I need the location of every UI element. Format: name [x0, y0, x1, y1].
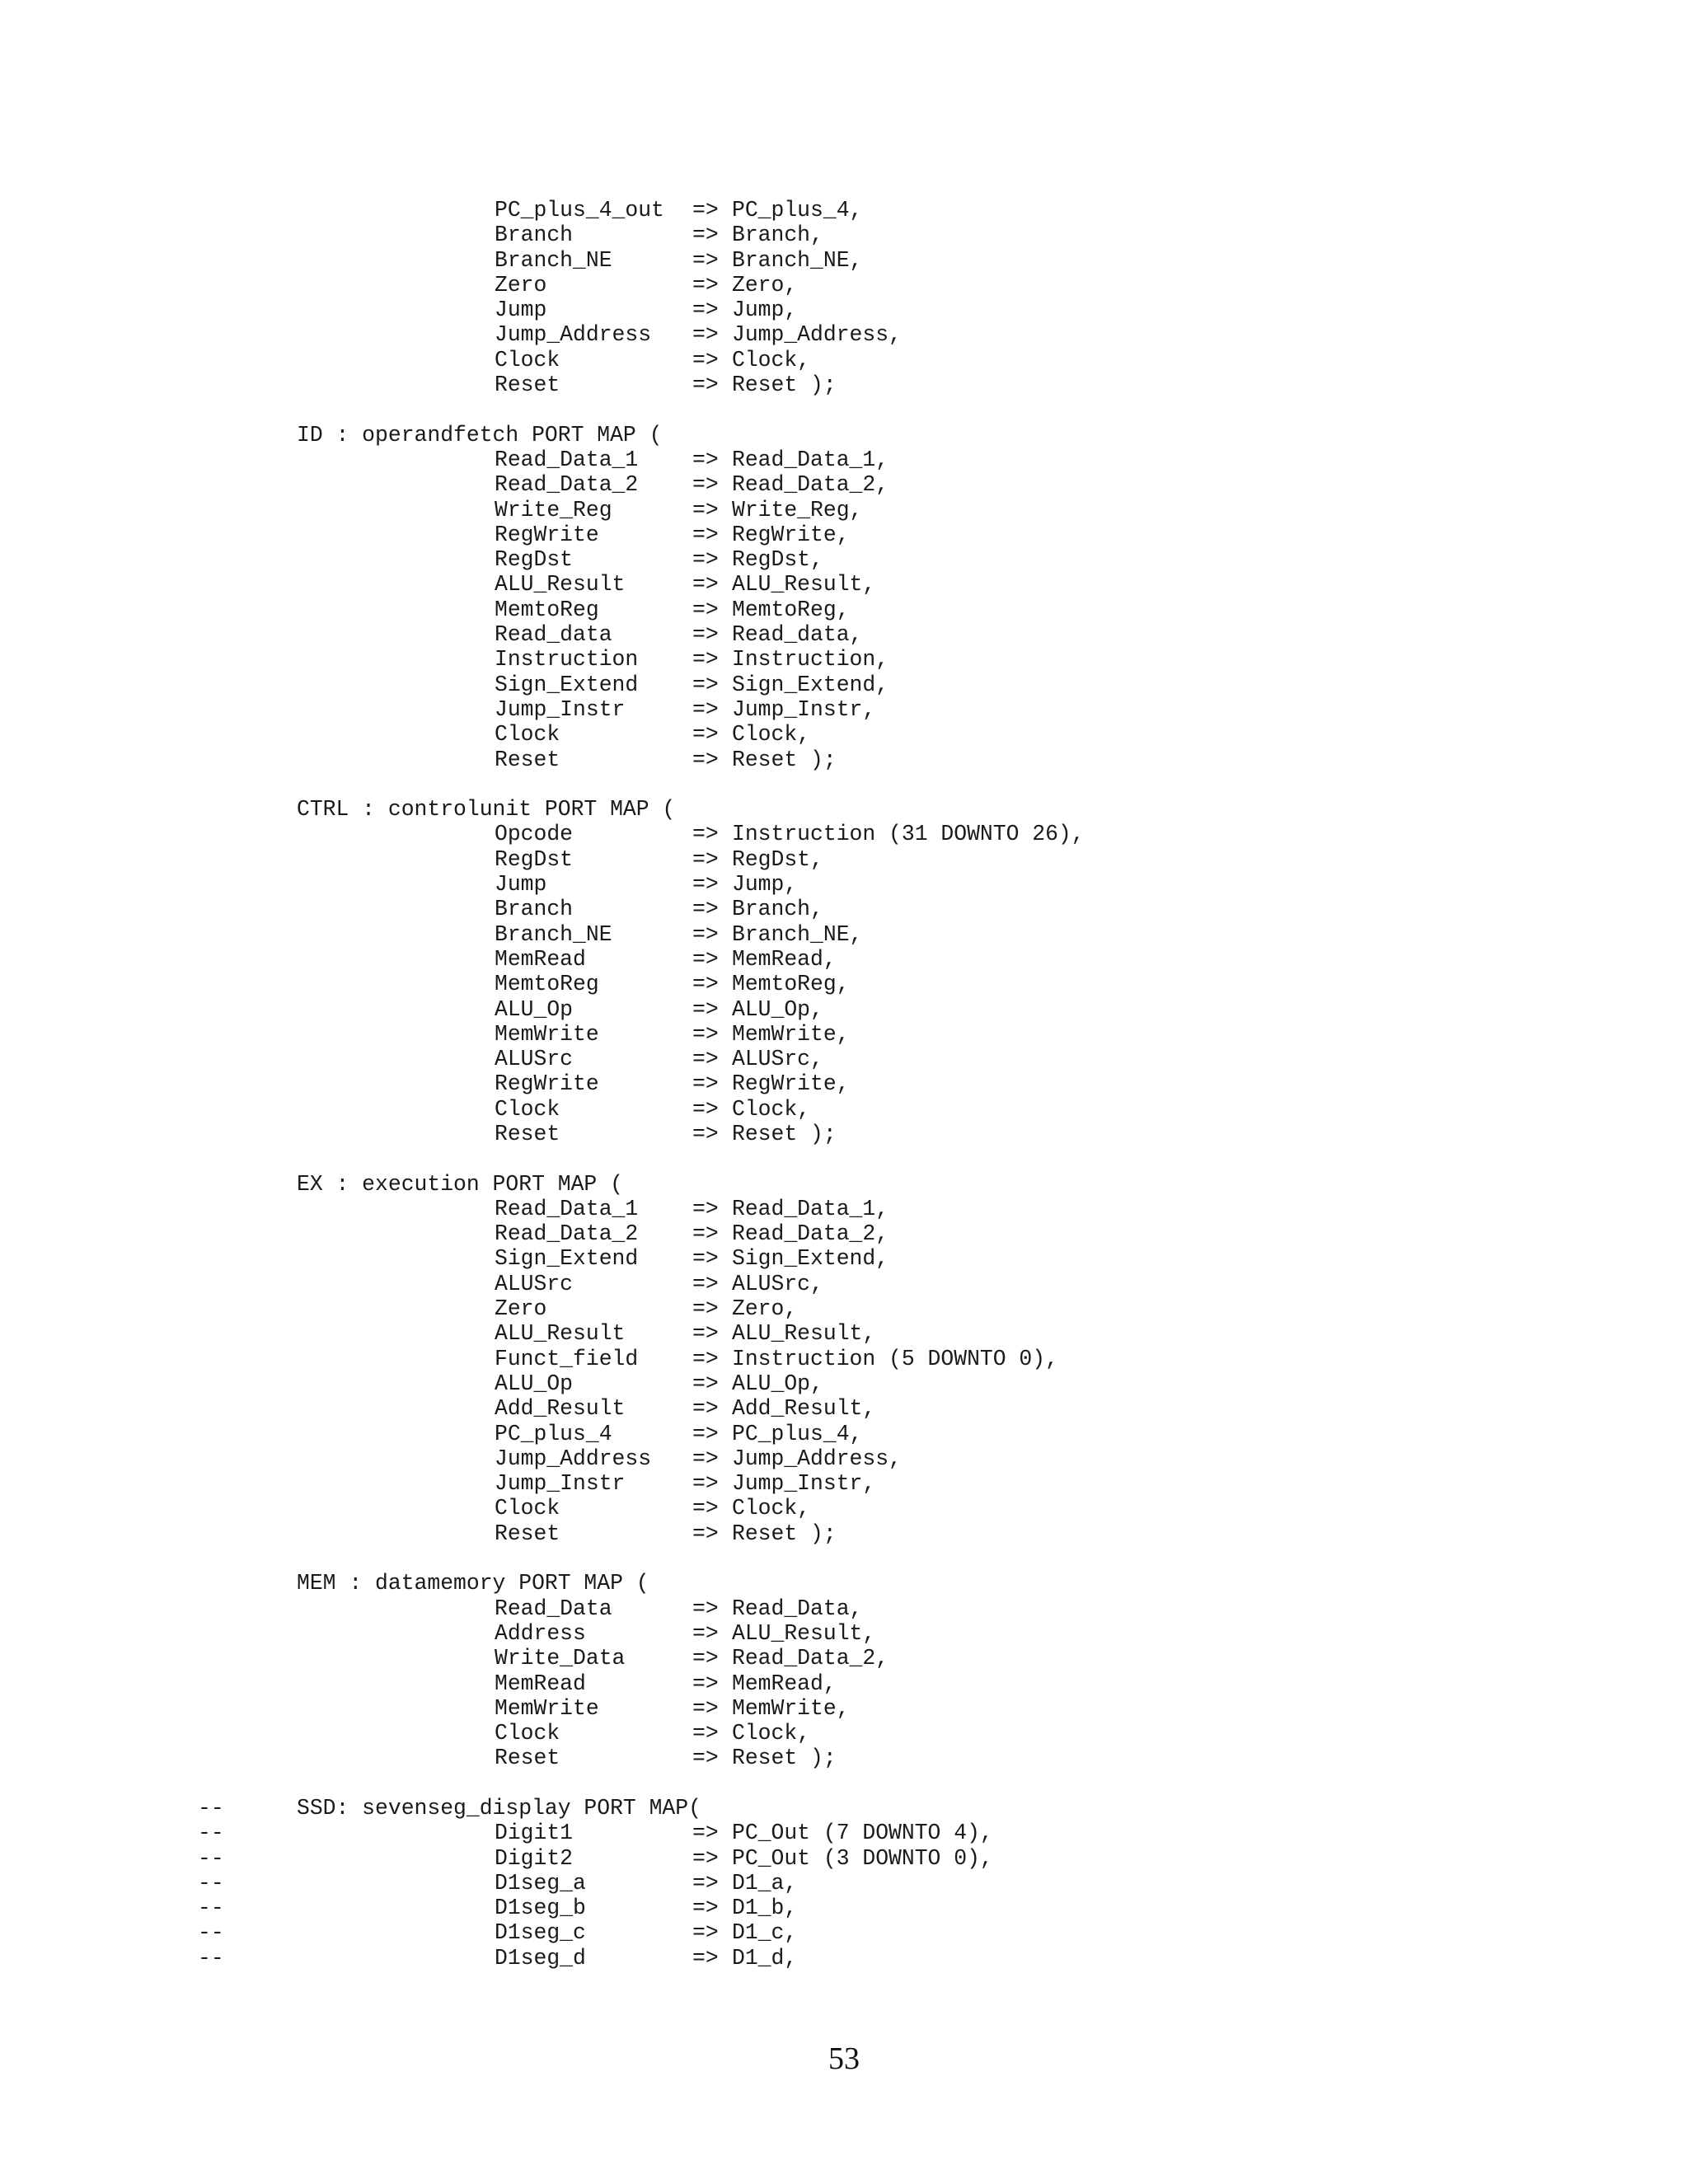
association-arrow: =>: [692, 497, 719, 523]
signal-name: Branch_NE,: [732, 247, 863, 273]
blank-line: [0, 772, 1688, 797]
instance-declaration: ID : operandfetch PORT MAP (: [297, 422, 663, 448]
signal-name: D1_b,: [732, 1896, 798, 1921]
port-name: Clock: [495, 347, 560, 373]
port-assignment-line: [0, 622, 1688, 647]
association-arrow: =>: [692, 272, 719, 298]
signal-name: ALUSrc,: [732, 1047, 823, 1072]
port-name: Write_Data: [495, 1646, 626, 1671]
association-arrow: =>: [692, 1246, 719, 1272]
port-assignment-line: [0, 1272, 1688, 1296]
port-name: ALU_Result: [495, 1321, 626, 1347]
association-arrow: =>: [692, 472, 719, 498]
port-assignment-line: [0, 223, 1688, 247]
blank-line: [0, 397, 1688, 422]
comment-marker: --: [198, 1845, 224, 1871]
page-number: 53: [828, 2041, 860, 2076]
instance-declaration: EX : execution PORT MAP (: [297, 1171, 623, 1197]
signal-name: Instruction (31 DOWNTO 26),: [732, 822, 1085, 847]
association-arrow: =>: [692, 1296, 719, 1322]
port-assignment-line: [0, 1621, 1688, 1646]
signal-name: Read_Data_1,: [732, 1196, 889, 1221]
port-assignment-line: [0, 1821, 1688, 1845]
association-arrow: =>: [692, 198, 719, 223]
association-arrow: =>: [692, 696, 719, 722]
port-name: Reset: [495, 747, 560, 772]
port-name: Branch: [495, 897, 574, 922]
signal-name: D1_d,: [732, 1945, 798, 1971]
port-name: Read_Data_1: [495, 447, 639, 472]
comment-marker: --: [198, 1945, 224, 1971]
signal-name: Clock,: [732, 347, 811, 373]
association-arrow: =>: [692, 1646, 719, 1671]
association-arrow: =>: [692, 572, 719, 598]
port-assignment-line: [0, 273, 1688, 298]
blank-line: [0, 1771, 1688, 1796]
port-assignment-line: [0, 1296, 1688, 1321]
signal-name: ALU_Op,: [732, 1371, 823, 1396]
port-name: RegDst: [495, 547, 574, 573]
port-assignment-line: [0, 1396, 1688, 1421]
port-name: Add_Result: [495, 1396, 626, 1422]
port-name: D1seg_d: [495, 1945, 586, 1971]
port-name: Branch: [495, 223, 574, 248]
port-name: MemWrite: [495, 1021, 599, 1047]
signal-name: Reset );: [732, 373, 837, 398]
signal-name: Branch,: [732, 897, 823, 922]
association-arrow: =>: [692, 1121, 719, 1146]
signal-name: Instruction (5 DOWNTO 0),: [732, 1346, 1058, 1371]
port-name: Jump_Address: [495, 1446, 652, 1471]
port-assignment-line: [0, 722, 1688, 747]
association-arrow: =>: [692, 722, 719, 748]
comment-marker: --: [198, 1920, 224, 1946]
port-name: D1seg_b: [495, 1896, 586, 1921]
association-arrow: =>: [692, 1096, 719, 1122]
port-name: Read_Data_2: [495, 472, 639, 498]
signal-name: Sign_Extend,: [732, 672, 889, 697]
blank-line: [0, 1546, 1688, 1571]
association-arrow: =>: [692, 247, 719, 273]
port-assignment-line: [0, 472, 1688, 497]
association-arrow: =>: [692, 1671, 719, 1696]
port-name: Read_Data_1: [495, 1196, 639, 1221]
port-name: PC_plus_4: [495, 1421, 612, 1446]
association-arrow: =>: [692, 1920, 719, 1946]
signal-name: MemRead,: [732, 1671, 837, 1696]
signal-name: Jump,: [732, 298, 798, 323]
port-name: Digit2: [495, 1845, 574, 1871]
association-arrow: =>: [692, 1321, 719, 1347]
port-assignment-line: [0, 248, 1688, 273]
association-arrow: =>: [692, 672, 719, 697]
association-arrow: =>: [692, 1421, 719, 1446]
port-assignment-line: [0, 1496, 1688, 1521]
association-arrow: =>: [692, 1221, 719, 1247]
association-arrow: =>: [692, 897, 719, 922]
port-assignment-line: [0, 947, 1688, 972]
port-assignment-line: [0, 1221, 1688, 1246]
association-arrow: =>: [692, 1071, 719, 1097]
signal-name: MemWrite,: [732, 1021, 850, 1047]
comment-marker: --: [198, 1796, 224, 1821]
association-arrow: =>: [692, 522, 719, 547]
signal-name: Instruction,: [732, 647, 889, 673]
association-arrow: =>: [692, 1371, 719, 1396]
port-assignment-line: [0, 1471, 1688, 1496]
port-name: Reset: [495, 1746, 560, 1771]
port-name: Sign_Extend: [495, 1246, 639, 1272]
port-name: Sign_Extend: [495, 672, 639, 697]
instance-declaration: SSD: sevenseg_display PORT MAP(: [297, 1796, 701, 1821]
port-name: ALUSrc: [495, 1047, 574, 1072]
port-map-header: [0, 1571, 1688, 1596]
association-arrow: =>: [692, 822, 719, 847]
port-assignment-line: [0, 1646, 1688, 1671]
port-name: Funct_field: [495, 1346, 639, 1371]
association-arrow: =>: [692, 1596, 719, 1621]
blank-line: [0, 1146, 1688, 1171]
port-assignment-line: [0, 647, 1688, 672]
association-arrow: =>: [692, 846, 719, 872]
signal-name: Branch_NE,: [732, 921, 863, 947]
port-name: Clock: [495, 1721, 560, 1746]
port-name: Zero: [495, 1296, 547, 1322]
association-arrow: =>: [692, 1821, 719, 1846]
association-arrow: =>: [692, 1271, 719, 1296]
port-name: Instruction: [495, 647, 639, 673]
port-assignment-line: [0, 1197, 1688, 1221]
signal-name: Zero,: [732, 1296, 798, 1322]
port-name: D1seg_a: [495, 1870, 586, 1896]
port-map-header: [0, 1796, 1688, 1821]
port-name: RegDst: [495, 846, 574, 872]
port-name: MemRead: [495, 946, 586, 972]
association-arrow: =>: [692, 1695, 719, 1721]
port-assignment-line: [0, 598, 1688, 622]
signal-name: RegWrite,: [732, 1071, 850, 1097]
signal-name: Read_Data,: [732, 1596, 863, 1621]
port-assignment-line: [0, 822, 1688, 846]
signal-name: ALU_Result,: [732, 1321, 876, 1347]
port-assignment-line: [0, 1122, 1688, 1146]
port-assignment-line: [0, 1347, 1688, 1371]
signal-name: MemWrite,: [732, 1695, 850, 1721]
port-assignment-line: [0, 1022, 1688, 1047]
signal-name: Jump_Instr,: [732, 1471, 876, 1497]
port-assignment-line: [0, 1920, 1688, 1945]
association-arrow: =>: [692, 1721, 719, 1746]
port-name: Read_Data: [495, 1596, 612, 1621]
port-name: MemRead: [495, 1671, 586, 1696]
comment-marker: --: [198, 1821, 224, 1846]
signal-name: Add_Result,: [732, 1396, 876, 1422]
association-arrow: =>: [692, 1196, 719, 1221]
association-arrow: =>: [692, 298, 719, 323]
port-assignment-line: [0, 1097, 1688, 1122]
signal-name: Read_Data_2,: [732, 472, 889, 498]
vhdl-code-listing: [0, 198, 1688, 1971]
signal-name: Jump_Address,: [732, 1446, 902, 1471]
signal-name: MemRead,: [732, 946, 837, 972]
port-name: PC_plus_4_out: [495, 198, 664, 223]
signal-name: RegDst,: [732, 846, 823, 872]
port-assignment-line: [0, 1721, 1688, 1746]
port-assignment-line: [0, 1071, 1688, 1096]
port-name: Reset: [495, 1521, 560, 1546]
port-assignment-line: [0, 673, 1688, 697]
association-arrow: =>: [692, 1346, 719, 1371]
port-assignment-line: [0, 1671, 1688, 1696]
port-assignment-line: [0, 697, 1688, 722]
signal-name: MemtoReg,: [732, 597, 850, 622]
port-assignment-line: [0, 523, 1688, 547]
port-name: Jump_Address: [495, 322, 652, 348]
association-arrow: =>: [692, 972, 719, 997]
port-assignment-line: [0, 872, 1688, 897]
signal-name: Jump_Instr,: [732, 696, 876, 722]
signal-name: D1_c,: [732, 1920, 798, 1946]
port-name: Digit1: [495, 1821, 574, 1846]
instance-declaration: MEM : datamemory PORT MAP (: [297, 1571, 649, 1596]
port-name: D1seg_c: [495, 1920, 586, 1946]
association-arrow: =>: [692, 1471, 719, 1497]
association-arrow: =>: [692, 622, 719, 648]
port-name: Reset: [495, 1121, 560, 1146]
port-assignment-line: [0, 972, 1688, 996]
signal-name: D1_a,: [732, 1870, 798, 1896]
port-assignment-line: [0, 498, 1688, 523]
port-assignment-line: [0, 198, 1688, 223]
instance-declaration: CTRL : controlunit PORT MAP (: [297, 797, 676, 823]
port-assignment-line: [0, 897, 1688, 921]
port-name: MemtoReg: [495, 972, 599, 997]
association-arrow: =>: [692, 1746, 719, 1771]
association-arrow: =>: [692, 1620, 719, 1646]
association-arrow: =>: [692, 1945, 719, 1971]
port-assignment-line: [0, 748, 1688, 772]
association-arrow: =>: [692, 1496, 719, 1521]
association-arrow: =>: [692, 1896, 719, 1921]
port-assignment-line: [0, 373, 1688, 397]
signal-name: ALUSrc,: [732, 1271, 823, 1296]
port-assignment-line: [0, 922, 1688, 947]
port-assignment-line: [0, 1846, 1688, 1871]
port-map-header: [0, 797, 1688, 822]
port-assignment-line: [0, 1422, 1688, 1446]
signal-name: Read_data,: [732, 622, 863, 648]
port-assignment-line: [0, 847, 1688, 872]
signal-name: ALU_Op,: [732, 996, 823, 1022]
port-assignment-line: [0, 1946, 1688, 1971]
port-name: ALU_Result: [495, 572, 626, 598]
signal-name: Reset );: [732, 1746, 837, 1771]
port-assignment-line: [0, 448, 1688, 472]
port-name: Zero: [495, 272, 547, 298]
port-assignment-line: [0, 1896, 1688, 1920]
port-assignment-line: [0, 1321, 1688, 1346]
signal-name: Branch,: [732, 223, 823, 248]
association-arrow: =>: [692, 647, 719, 673]
port-name: Jump: [495, 298, 547, 323]
association-arrow: =>: [692, 1870, 719, 1896]
port-name: ALUSrc: [495, 1271, 574, 1296]
signal-name: RegDst,: [732, 547, 823, 573]
signal-name: Read_Data_1,: [732, 447, 889, 472]
port-name: ALU_Op: [495, 1371, 574, 1396]
port-assignment-line: [0, 322, 1688, 347]
port-assignment-line: [0, 1521, 1688, 1546]
association-arrow: =>: [692, 747, 719, 772]
port-name: Jump_Instr: [495, 696, 626, 722]
port-assignment-line: [0, 298, 1688, 322]
association-arrow: =>: [692, 322, 719, 348]
association-arrow: =>: [692, 373, 719, 398]
signal-name: PC_plus_4,: [732, 198, 863, 223]
association-arrow: =>: [692, 1396, 719, 1422]
port-name: Address: [495, 1620, 586, 1646]
association-arrow: =>: [692, 946, 719, 972]
association-arrow: =>: [692, 1021, 719, 1047]
signal-name: Clock,: [732, 722, 811, 748]
port-assignment-line: [0, 1746, 1688, 1770]
port-assignment-line: [0, 1371, 1688, 1396]
signal-name: Read_Data_2,: [732, 1646, 889, 1671]
signal-name: Reset );: [732, 747, 837, 772]
signal-name: Write_Reg,: [732, 497, 863, 523]
port-assignment-line: [0, 1047, 1688, 1071]
port-name: Reset: [495, 373, 560, 398]
signal-name: ALU_Result,: [732, 1620, 876, 1646]
port-name: Jump_Instr: [495, 1471, 626, 1497]
signal-name: PC_Out (3 DOWNTO 0),: [732, 1845, 993, 1871]
port-assignment-line: [0, 1696, 1688, 1721]
port-assignment-line: [0, 547, 1688, 572]
port-name: MemWrite: [495, 1695, 599, 1721]
port-name: MemtoReg: [495, 597, 599, 622]
association-arrow: =>: [692, 996, 719, 1022]
association-arrow: =>: [692, 872, 719, 898]
signal-name: Jump_Address,: [732, 322, 902, 348]
signal-name: Reset );: [732, 1121, 837, 1146]
comment-marker: --: [198, 1896, 224, 1921]
association-arrow: =>: [692, 1047, 719, 1072]
association-arrow: =>: [692, 223, 719, 248]
port-name: Branch_NE: [495, 247, 612, 273]
comment-marker: --: [198, 1870, 224, 1896]
port-name: ALU_Op: [495, 996, 574, 1022]
port-name: RegWrite: [495, 1071, 599, 1097]
signal-name: ALU_Result,: [732, 572, 876, 598]
port-name: Read_data: [495, 622, 612, 648]
signal-name: Clock,: [732, 1721, 811, 1746]
signal-name: Clock,: [732, 1096, 811, 1122]
signal-name: RegWrite,: [732, 522, 850, 547]
signal-name: Reset );: [732, 1521, 837, 1546]
port-name: Branch_NE: [495, 921, 612, 947]
association-arrow: =>: [692, 1521, 719, 1546]
port-map-header: [0, 1172, 1688, 1197]
port-assignment-line: [0, 1246, 1688, 1271]
port-assignment-line: [0, 348, 1688, 373]
port-name: Clock: [495, 722, 560, 748]
signal-name: Sign_Extend,: [732, 1246, 889, 1272]
port-assignment-line: [0, 1871, 1688, 1896]
port-name: Jump: [495, 872, 547, 898]
association-arrow: =>: [692, 547, 719, 573]
port-map-header: [0, 423, 1688, 448]
port-name: RegWrite: [495, 522, 599, 547]
association-arrow: =>: [692, 347, 719, 373]
port-name: Read_Data_2: [495, 1221, 639, 1247]
signal-name: Clock,: [732, 1496, 811, 1521]
port-assignment-line: [0, 1596, 1688, 1621]
port-assignment-line: [0, 1446, 1688, 1471]
association-arrow: =>: [692, 447, 719, 472]
port-name: Opcode: [495, 822, 574, 847]
port-name: Clock: [495, 1096, 560, 1122]
signal-name: Zero,: [732, 272, 798, 298]
port-name: Clock: [495, 1496, 560, 1521]
association-arrow: =>: [692, 1446, 719, 1471]
signal-name: Read_Data_2,: [732, 1221, 889, 1247]
port-assignment-line: [0, 572, 1688, 597]
signal-name: PC_Out (7 DOWNTO 4),: [732, 1821, 993, 1846]
signal-name: MemtoReg,: [732, 972, 850, 997]
port-assignment-line: [0, 997, 1688, 1022]
association-arrow: =>: [692, 597, 719, 622]
association-arrow: =>: [692, 1845, 719, 1871]
signal-name: PC_plus_4,: [732, 1421, 863, 1446]
port-name: Write_Reg: [495, 497, 612, 523]
signal-name: Jump,: [732, 872, 798, 898]
association-arrow: =>: [692, 921, 719, 947]
